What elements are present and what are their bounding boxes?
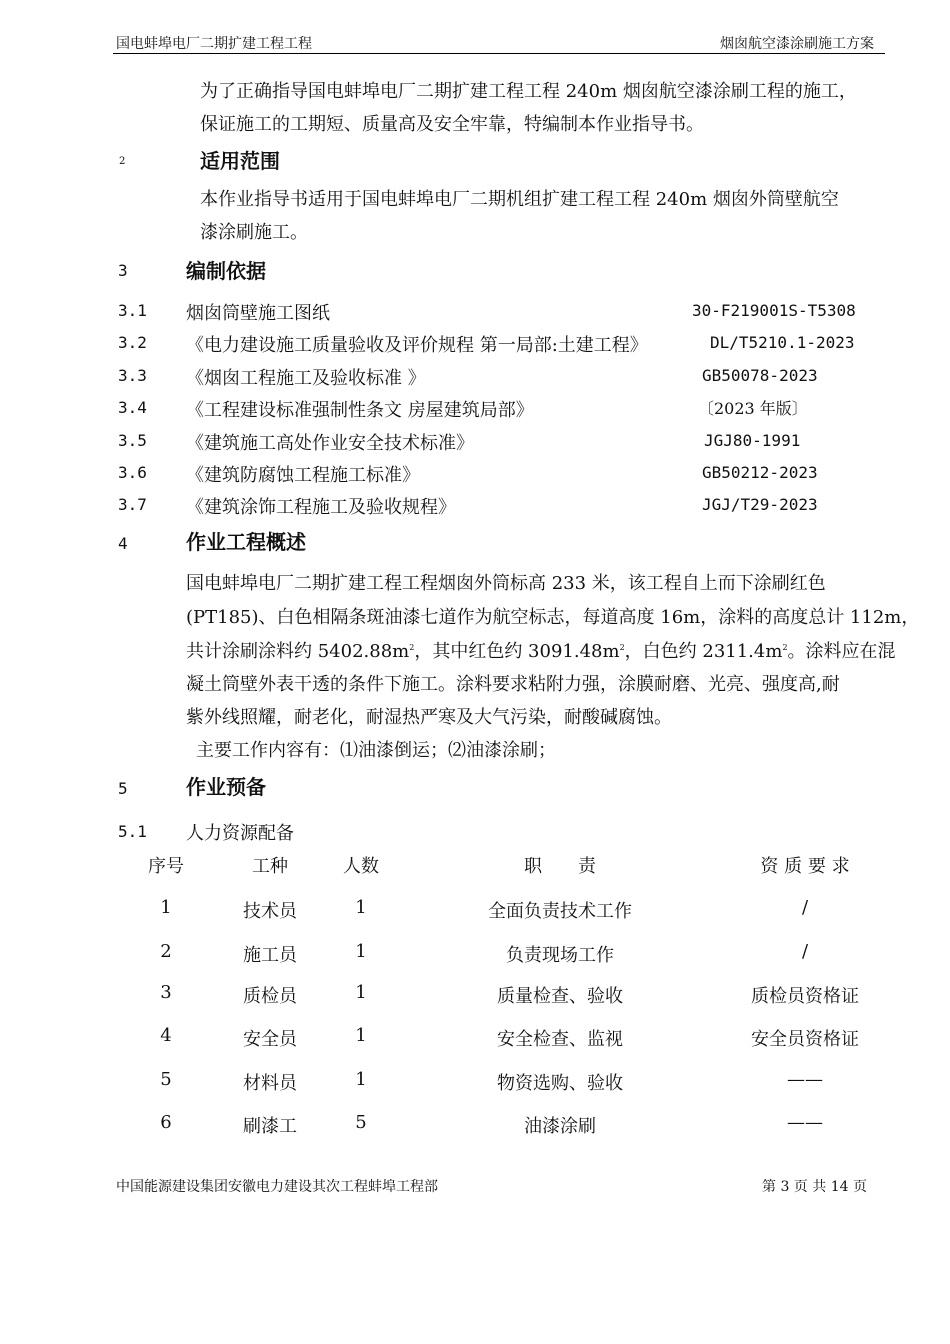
table-cell: 5 [160, 1069, 172, 1090]
table-cell: 4 [160, 1025, 172, 1046]
table-cell: 刷漆工 [243, 1116, 297, 1137]
table-cell: 施工员 [243, 945, 297, 966]
table-cell: 1 [355, 1025, 367, 1046]
reference-code: GB50078-2023 [702, 366, 818, 385]
table-cell: 1 [355, 941, 367, 962]
area-total-text: 共计涂刷涂料约 5402.88m [186, 641, 410, 662]
section-4-line-5: 紫外线照耀，耐老化，耐湿热严寒及大气污染，耐酸碱腐蚀。 [186, 707, 672, 728]
section-3-title: 编制依据 [186, 259, 266, 283]
reference-code: GB50212-2023 [702, 463, 818, 482]
area-red-text: ，其中红色约 3091.48m [414, 641, 620, 662]
section-4-title: 作业工程概述 [186, 530, 306, 554]
table-cell: 物资选购、验收 [497, 1073, 623, 1094]
reference-number: 3.7 [118, 495, 147, 514]
table-cell: 安全检查、监视 [497, 1029, 623, 1050]
table-header-cell: 人数 [343, 856, 379, 877]
reference-number: 3.3 [118, 366, 147, 385]
table-cell: 全面负责技术工作 [488, 901, 632, 922]
section-4-line-6: 主要工作内容有：⑴油漆倒运；⑵油漆涂刷； [196, 740, 556, 761]
reference-code: 30-F219001S-T5308 [692, 301, 856, 320]
section-4-line-3 [186, 637, 896, 663]
table-cell: 1 [355, 982, 367, 1003]
reference-number: 3.5 [118, 431, 147, 450]
table-cell: / [801, 897, 809, 918]
table-header-cell: 序号 [148, 856, 184, 877]
page-number: 第 3 页 共 14 页 [762, 1179, 867, 1195]
table-cell: 1 [355, 897, 367, 918]
reference-name: 《电力建设施工质量验收及评价规程 第一局部:土建工程》 [186, 335, 648, 356]
reference-code: 〔2023 年版〕 [698, 399, 808, 418]
section-5-1-number: 5.1 [118, 822, 147, 841]
reference-number: 3.4 [118, 398, 147, 417]
section-4-number: 4 [118, 534, 128, 553]
reference-name: 《建筑防腐蚀工程施工标准》 [186, 465, 420, 486]
table-cell: 1 [355, 1069, 367, 1090]
table-cell: 6 [160, 1112, 172, 1133]
table-cell: 质检员 [243, 986, 297, 1007]
reference-name: 烟囱筒壁施工图纸 [186, 303, 330, 324]
section-4-line-1: 国电蚌埠电厂二期扩建工程工程烟囱外筒标高 233 米，该工程自上而下涂刷红色 [186, 573, 826, 594]
section-4-line-2: (PT185)、白色相隔条斑油漆七道作为航空标志，每道高度 16m，涂料的高度总计 112m， [186, 607, 920, 628]
reference-name: 《工程建设标准强制性条文 房屋建筑局部》 [186, 400, 534, 421]
reference-code: JGJ/T29-2023 [702, 495, 818, 514]
section-3-number: 3 [118, 261, 128, 280]
header-right: 烟囱航空漆涂刷施工方案 [720, 36, 874, 52]
section-2-number: 2 [119, 156, 126, 167]
table-cell: 3 [160, 982, 172, 1003]
line-3-tail: 。涂料应在混 [787, 641, 896, 662]
table-cell: 安全员资格证 [751, 1029, 859, 1050]
table-cell: —— [787, 1069, 823, 1090]
section-2-title: 适用范围 [200, 149, 280, 173]
section-2-line-2: 漆涂刷施工。 [200, 222, 308, 243]
reference-name: 《建筑施工高处作业安全技术标准》 [186, 433, 474, 454]
section-5-1-title: 人力资源配备 [186, 823, 294, 844]
area-white-text: ，白色约 2311.4m [624, 641, 783, 662]
intro-line-2: 保证施工的工期短、质量高及安全牢靠，特编制本作业指导书。 [200, 114, 704, 135]
unit-superscript: 2 [409, 643, 415, 652]
table-cell: 材料员 [243, 1073, 297, 1094]
section-5-title: 作业预备 [186, 775, 266, 799]
section-5-number: 5 [118, 779, 128, 798]
reference-name: 《烟囱工程施工及验收标准 》 [186, 368, 426, 389]
table-cell: 5 [355, 1112, 367, 1133]
table-cell: / [801, 941, 809, 962]
table-cell: 质量检查、验收 [497, 986, 623, 1007]
reference-code: DL/T5210.1-2023 [710, 333, 855, 352]
reference-code: JGJ80-1991 [704, 431, 801, 450]
table-cell: 质检员资格证 [751, 986, 859, 1007]
table-cell: 1 [160, 897, 172, 918]
section-2-line-1: 本作业指导书适用于国电蚌埠电厂二期机组扩建工程工程 240m 烟囱外筒壁航空 [200, 189, 839, 210]
reference-number: 3.6 [118, 463, 147, 482]
table-header-cell: 资 质 要 求 [760, 856, 850, 877]
unit-superscript: 2 [619, 643, 625, 652]
table-cell: 技术员 [243, 901, 297, 922]
reference-name: 《建筑涂饰工程施工及验收规程》 [186, 497, 456, 518]
table-cell: 油漆涂刷 [524, 1116, 596, 1137]
reference-number: 3.1 [118, 301, 147, 320]
footer-left: 中国能源建设集团安徽电力建设其次工程蚌埠工程部 [116, 1179, 438, 1195]
table-cell: —— [787, 1112, 823, 1133]
table-cell: 2 [160, 941, 172, 962]
table-cell: 负责现场工作 [506, 945, 614, 966]
intro-line-1: 为了正确指导国电蚌埠电厂二期扩建工程工程 240m 烟囱航空漆涂刷工程的施工， [200, 81, 857, 102]
reference-number: 3.2 [118, 333, 147, 352]
header-rule [113, 53, 885, 54]
table-header-cell: 工种 [252, 856, 288, 877]
header-left: 国电蚌埠电厂二期扩建工程工程 [116, 36, 312, 52]
unit-superscript: 2 [782, 643, 788, 652]
table-cell: 安全员 [243, 1029, 297, 1050]
table-header-cell: 职 责 [524, 856, 596, 877]
section-4-line-4: 凝土筒壁外表干透的条件下施工。涂料要求粘附力强，涂膜耐磨、光亮、强度高,耐 [186, 674, 840, 695]
